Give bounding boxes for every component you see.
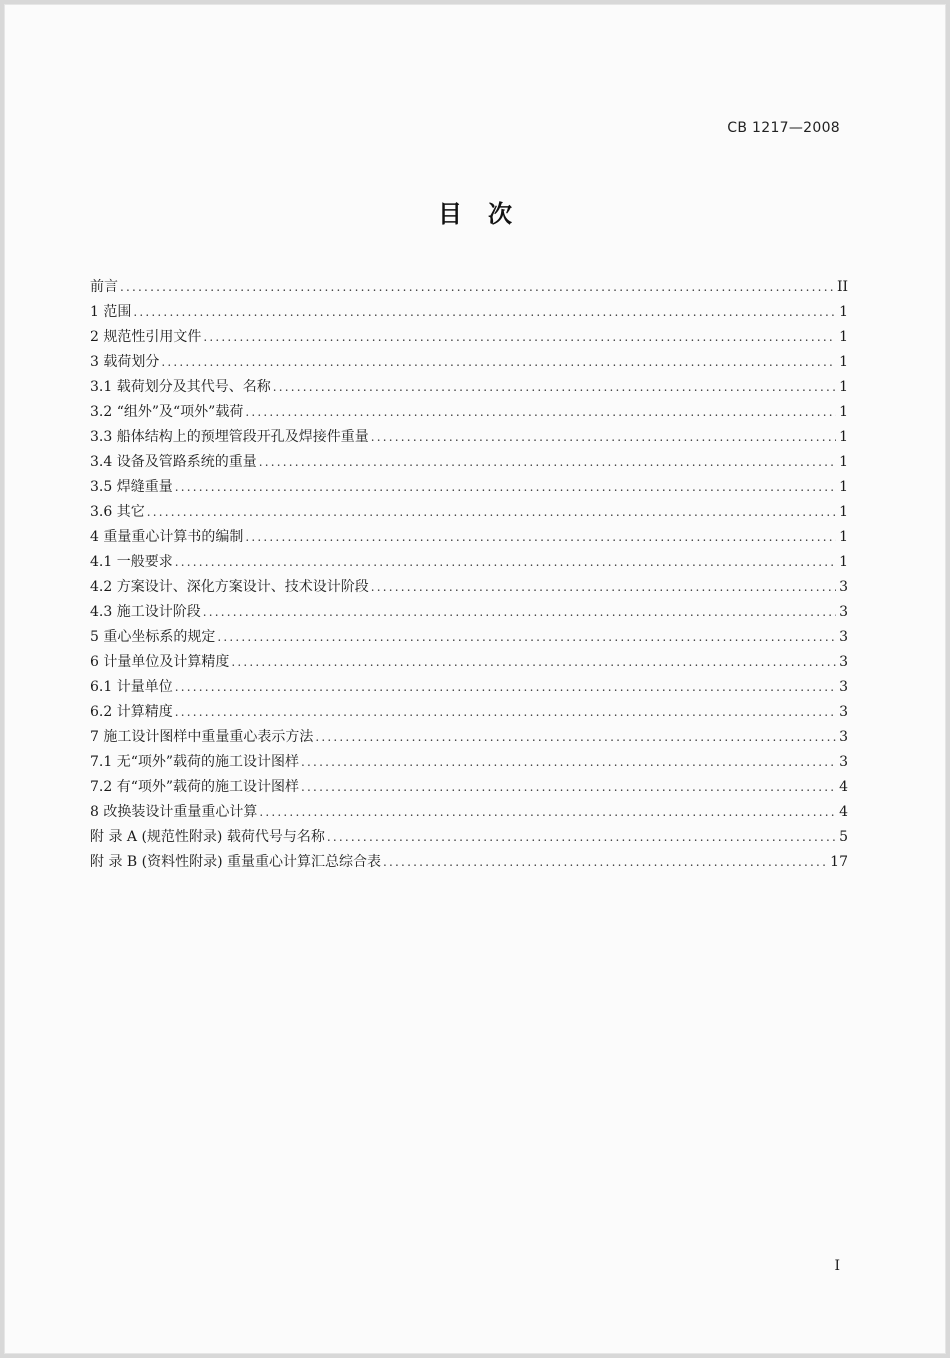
toc-leader-dots: [245, 405, 836, 419]
toc-leader-dots: [301, 780, 836, 794]
toc-entry[interactable]: [90, 351, 848, 376]
toc-entry-page: 3: [839, 604, 848, 620]
toc-entry-label: 7.1 无“项外”载荷的施工设计图样: [90, 754, 300, 770]
toc-entry-label: 4.1 一般要求: [90, 554, 173, 570]
toc-entry[interactable]: [90, 426, 848, 451]
toc-leader-dots: [259, 805, 836, 819]
toc-entry-page: 17: [830, 854, 848, 870]
toc-entry-page: 3: [839, 579, 848, 595]
toc-entry[interactable]: [90, 576, 848, 601]
toc-leader-dots: [315, 730, 836, 744]
toc-leader-dots: [161, 355, 836, 369]
toc-entry-page: 3: [839, 654, 848, 670]
toc-entry[interactable]: [90, 626, 848, 651]
toc-entry-page: 3: [839, 729, 848, 745]
toc-entry-page: 3: [839, 754, 848, 770]
toc-entry-label: 3.6 其它: [90, 504, 145, 520]
toc-leader-dots: [175, 480, 836, 494]
toc-leader-dots: [231, 655, 836, 669]
toc-entry[interactable]: [90, 301, 848, 326]
toc-entry[interactable]: [90, 826, 848, 851]
toc-entry-label: 3 载荷划分: [90, 354, 160, 370]
toc-leader-dots: [273, 380, 836, 394]
toc-entry-page: 5: [839, 829, 848, 845]
toc-entry-label: 3.2 “组外”及“项外”载荷: [90, 404, 244, 420]
toc-entry-label: 7 施工设计图样中重量重心表示方法: [90, 729, 314, 745]
toc-entry[interactable]: [90, 801, 848, 826]
toc-entry-label: 附 录 A (规范性附录) 载荷代号与名称: [90, 829, 325, 845]
toc-leader-dots: [327, 830, 836, 844]
toc-leader-dots: [371, 580, 836, 594]
toc-entry-label: 6.1 计量单位: [90, 679, 173, 695]
toc-entry-label: 6.2 计算精度: [90, 704, 173, 720]
toc-leader-dots: [133, 305, 836, 319]
toc-entry-label: 7.2 有“项外”载荷的施工设计图样: [90, 779, 300, 795]
toc-leader-dots: [175, 680, 836, 694]
toc-entry[interactable]: [90, 651, 848, 676]
toc-entry[interactable]: [90, 326, 848, 351]
toc-entry-label: 3.4 设备及管路系统的重量: [90, 454, 257, 470]
toc-entry-page: 3: [839, 704, 848, 720]
toc-leader-dots: [383, 855, 828, 869]
toc-entry-label: 3.5 焊缝重量: [90, 479, 173, 495]
toc-entry-page: II: [836, 279, 848, 295]
toc-entry-label: 8 改换装设计重量重心计算: [90, 804, 258, 820]
toc-entry-page: 4: [839, 804, 848, 820]
toc-entry[interactable]: [90, 751, 848, 776]
toc-entry-page: 1: [839, 429, 848, 445]
toc-entry[interactable]: [90, 701, 848, 726]
toc-leader-dots: [203, 330, 836, 344]
toc-leader-dots: [301, 755, 836, 769]
toc-entry-label: 4 重量重心计算书的编制: [90, 529, 244, 545]
toc-entry-page: 1: [839, 354, 848, 370]
toc-entry-page: 1: [839, 329, 848, 345]
page-title: 目次: [438, 200, 538, 228]
toc-entry[interactable]: [90, 501, 848, 526]
toc-entry[interactable]: [90, 401, 848, 426]
toc-entry-page: 3: [839, 679, 848, 695]
toc-entry[interactable]: [90, 776, 848, 801]
toc-leader-dots: [259, 455, 836, 469]
toc-entry-page: 4: [839, 779, 848, 795]
toc-entry[interactable]: [90, 676, 848, 701]
toc-entry-label: 4.2 方案设计、深化方案设计、技术设计阶段: [90, 579, 369, 595]
toc-entry-page: 1: [839, 479, 848, 495]
toc-entry[interactable]: [90, 526, 848, 551]
toc-entry[interactable]: [90, 376, 848, 401]
toc-entry-label: 1 范围: [90, 304, 132, 320]
toc-entry-page: 1: [839, 404, 848, 420]
toc-entry-page: 1: [839, 304, 848, 320]
document-page: [4, 4, 946, 1354]
toc-entry-page: 1: [839, 554, 848, 570]
toc-entry[interactable]: [90, 476, 848, 501]
toc-entry-label: 4.3 施工设计阶段: [90, 604, 201, 620]
toc-entry-page: 1: [839, 504, 848, 520]
toc-leader-dots: [120, 280, 835, 294]
toc-entry[interactable]: [90, 276, 848, 301]
toc-leader-dots: [203, 605, 836, 619]
toc-leader-dots: [217, 630, 836, 644]
toc-entry-label: 5 重心坐标系的规定: [90, 629, 216, 645]
document-code: CB 1217—2008: [727, 120, 840, 136]
toc-leader-dots: [245, 530, 836, 544]
toc-entry-page: 1: [839, 454, 848, 470]
toc-entry-label: 前言: [90, 279, 118, 295]
toc-leader-dots: [147, 505, 836, 519]
toc-entry[interactable]: [90, 451, 848, 476]
toc-leader-dots: [371, 430, 836, 444]
toc-entry-page: 1: [839, 379, 848, 395]
toc-entry-page: 1: [839, 529, 848, 545]
toc-entry[interactable]: [90, 851, 848, 876]
toc-entry-page: 3: [839, 629, 848, 645]
toc-entry[interactable]: [90, 551, 848, 576]
toc-entry-label: 3.3 船体结构上的预埋管段开孔及焊接件重量: [90, 429, 369, 445]
toc-entry-label: 3.1 载荷划分及其代号、名称: [90, 379, 271, 395]
toc-leader-dots: [175, 705, 836, 719]
table-of-contents: [90, 276, 848, 876]
toc-entry-label: 6 计量单位及计算精度: [90, 654, 230, 670]
page-number: I: [834, 1258, 840, 1274]
toc-entry[interactable]: [90, 726, 848, 751]
toc-entry-label: 附 录 B (资料性附录) 重量重心计算汇总综合表: [90, 854, 382, 870]
toc-entry-label: 2 规范性引用文件: [90, 329, 202, 345]
toc-entry[interactable]: [90, 601, 848, 626]
toc-leader-dots: [175, 555, 836, 569]
